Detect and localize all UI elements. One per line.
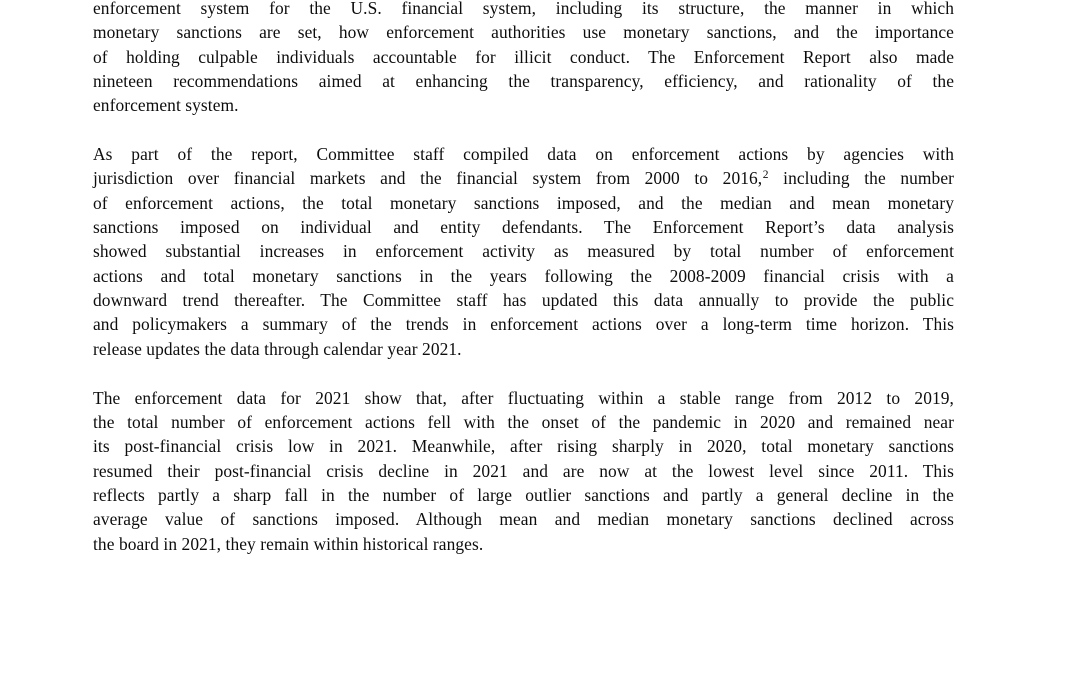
text-line: the board in 2021, they remain within historical ranges.: [93, 533, 484, 554]
text-line: and policymakers a summary of the trends in enforcement actions over a long-term time horizon. This: [93, 314, 954, 335]
text-line: of holding culpable individuals accountable for illicit conduct. The Enforcement Report also made: [93, 46, 954, 67]
text-line: downward trend thereafter. The Committee staff has updated this data annually to provide the public: [93, 290, 954, 311]
text-line: enforcement system.: [93, 95, 239, 116]
text-line-segment: including the number: [768, 168, 954, 189]
text-line: the total number of enforcement actions fell with the onset of the pandemic in 2020 and remained near: [93, 411, 954, 432]
text-line: nineteen recommendations aimed at enhancing the transparency, efficiency, and rationality of the: [93, 71, 954, 92]
paragraph-2021-findings: [93, 386, 954, 556]
text-line: showed substantial increases in enforcement activity as measured by total number of enforcement: [93, 241, 954, 262]
text-line: average value of sanctions imposed. Although mean and median monetary sanctions declined across: [93, 509, 954, 530]
text-line: monetary sanctions are set, how enforcement authorities use monetary sanctions, and the importance: [93, 22, 954, 43]
text-line: sanctions imposed on individual and entity defendants. The Enforcement Report’s data analysis: [93, 217, 954, 238]
text-line: As part of the report, Committee staff compiled data on enforcement actions by agencies with: [93, 144, 954, 165]
paragraph-data-compilation: [93, 142, 954, 361]
text-line: resumed their post-financial crisis decline in 2021 and are now at the lowest level since 2011. This: [93, 460, 954, 481]
text-line: of enforcement actions, the total monetary sanctions imposed, and the median and mean monetary: [93, 192, 954, 213]
text-line: enforcement system for the U.S. financial system, including its structure, the manner in which: [93, 0, 954, 18]
text-line: actions and total monetary sanctions in the years following the 2008-2009 financial crisis with a: [93, 265, 954, 286]
paragraph-continuation: [93, 0, 954, 118]
text-line: The enforcement data for 2021 show that, after fluctuating within a stable range from 2012 to 2019,: [93, 387, 954, 408]
text-line: its post-financial crisis low in 2021. Meanwhile, after rising sharply in 2020, total monetary sanctions: [93, 436, 954, 457]
text-line: release updates the data through calendar year 2021.: [93, 338, 462, 359]
text-line: reflects partly a sharp fall in the number of large outlier sanctions and partly a general decline in the: [93, 484, 954, 505]
text-line-segment: jurisdiction over financial markets and the financial system from 2000 to 2016,: [93, 168, 763, 189]
document-text-column: [93, 0, 954, 556]
text-line-with-footnote: [93, 166, 954, 190]
footnote-marker: 2: [762, 168, 769, 181]
